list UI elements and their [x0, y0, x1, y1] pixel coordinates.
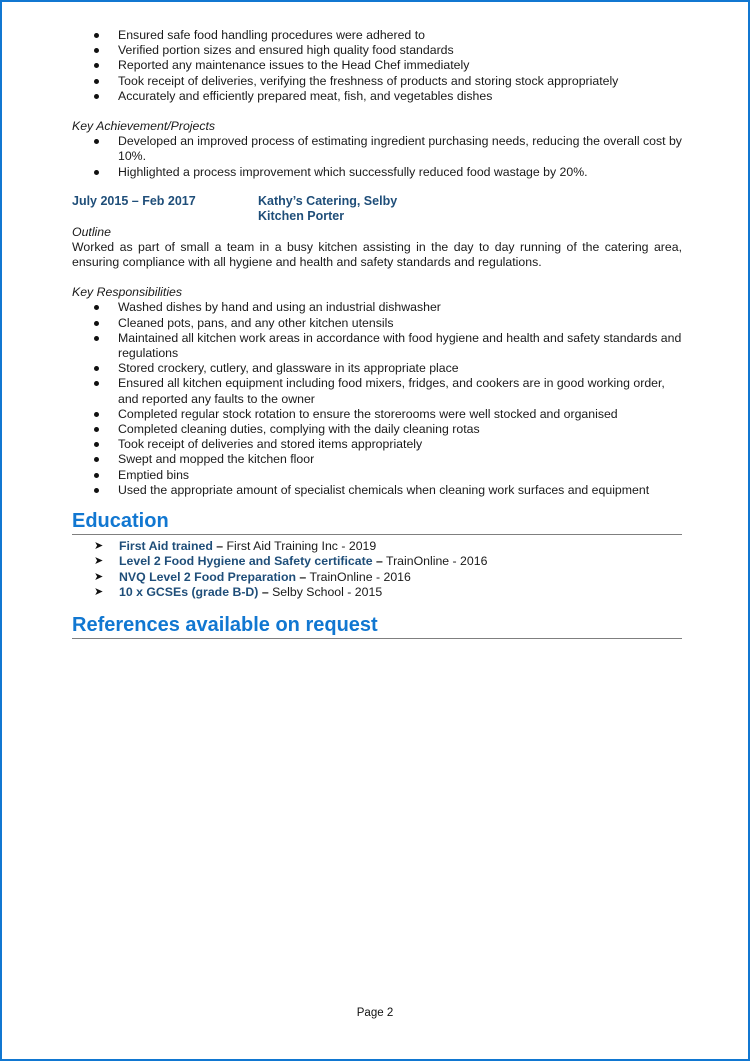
education-list	[72, 539, 682, 600]
bullet-icon	[94, 170, 99, 175]
education-item: ➤ Level 2 Food Hygiene and Safety certificate – TrainOnline - 2016	[94, 554, 488, 569]
list-item: Washed dishes by hand and using an industrial dishwasher	[72, 300, 682, 315]
list-item: Completed regular stock rotation to ensure the storerooms were well stocked and organised	[72, 407, 682, 422]
page-number: Page 2	[356, 1007, 394, 1019]
bullet-icon	[94, 305, 99, 310]
prev-job-responsibilities	[72, 28, 682, 104]
arrow-bullet-icon: ➤	[94, 570, 104, 583]
arrow-bullet-icon: ➤	[94, 585, 104, 598]
list-item: Completed cleaning duties, complying with the daily cleaning rotas	[72, 422, 682, 437]
bullet-icon	[94, 366, 99, 371]
bullet-icon	[94, 473, 99, 478]
bullet-icon	[94, 48, 99, 53]
references-heading: References available on request	[72, 612, 682, 639]
list-item: Ensured all kitchen equipment including food mixers, fridges, and cookers are in good working order, and reported any faults to the owner	[72, 376, 682, 406]
list-item: Stored crockery, cutlery, and glassware in its appropriate place	[72, 361, 682, 376]
bullet-icon	[94, 412, 99, 417]
arrow-bullet-icon: ➤	[94, 555, 104, 568]
job-header	[72, 194, 682, 225]
list-item: Emptied bins	[72, 468, 682, 483]
list-item: Ensured safe food handling procedures were adhered to	[72, 28, 682, 43]
bullet-icon	[94, 33, 99, 38]
bullet-icon	[94, 381, 99, 386]
bullet-icon	[94, 336, 99, 341]
bullet-icon	[94, 94, 99, 99]
list-item: Swept and mopped the kitchen floor	[72, 452, 682, 467]
list-item: Developed an improved process of estimating ingredient purchasing needs, reducing the overall cost by 10%.	[72, 134, 682, 164]
outline-heading: Outline	[72, 224, 111, 239]
job-outline: Worked as part of small a team in a busy kitchen assisting in the day to day running of the catering area, ensuring compliance with all hygiene and health and safety standards and regulations.	[72, 239, 682, 270]
list-item: Verified portion sizes and ensured high quality food standards	[72, 43, 682, 58]
education-heading: Education	[72, 508, 682, 535]
job-info	[258, 194, 397, 225]
prev-job-achievements	[72, 134, 682, 180]
list-item: Took receipt of deliveries and stored items appropriately	[72, 437, 682, 452]
bullet-icon	[94, 427, 99, 432]
bullet-icon	[94, 488, 99, 493]
job-dates: July 2015 – Feb 2017	[72, 193, 196, 208]
education-item: ➤ NVQ Level 2 Food Preparation – TrainOnline - 2016	[94, 569, 411, 584]
bullet-icon	[94, 457, 99, 462]
job-responsibilities	[72, 300, 682, 498]
list-item: Took receipt of deliveries, verifying the freshness of products and storing stock appropriately	[72, 74, 682, 89]
education-item: ➤ 10 x GCSEs (grade B-D) – Selby School - 2015	[94, 584, 383, 599]
job-role: Kitchen Porter	[258, 209, 345, 224]
list-item: Cleaned pots, pans, and any other kitchen utensils	[72, 316, 682, 331]
education-item: ➤ First Aid trained – First Aid Training Inc - 2019	[94, 539, 377, 554]
bullet-icon	[94, 442, 99, 447]
page-content	[72, 28, 682, 639]
list-item: Used the appropriate amount of specialist chemicals when cleaning work surfaces and equipment	[72, 483, 682, 498]
arrow-bullet-icon: ➤	[94, 540, 104, 553]
job-employer: Kathy’s Catering, Selby	[258, 193, 398, 208]
bullet-icon	[94, 321, 99, 326]
bullet-icon	[94, 79, 99, 84]
list-item: Highlighted a process improvement which successfully reduced food wastage by 20%.	[72, 165, 682, 180]
responsibilities-heading: Key Responsibilities	[72, 285, 183, 300]
list-item: Accurately and efficiently prepared meat, fish, and vegetables dishes	[72, 89, 682, 104]
list-item: Reported any maintenance issues to the Head Chef immediately	[72, 58, 682, 73]
bullet-icon	[94, 139, 99, 144]
list-item: Maintained all kitchen work areas in accordance with food hygiene and health and safety standards and regulations	[72, 331, 682, 361]
bullet-icon	[94, 63, 99, 68]
achievements-heading: Key Achievement/Projects	[72, 119, 216, 134]
